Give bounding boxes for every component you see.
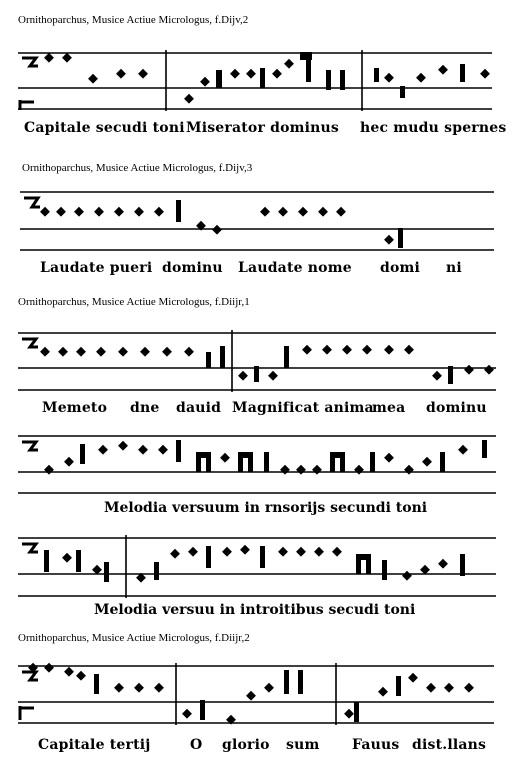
lyric-1-1: Capitale secudi toni — [24, 120, 185, 136]
lyric-3-1: Memeto — [42, 400, 108, 416]
lyric-3-3: dauid — [176, 400, 222, 416]
lyric-4-3: glorio — [222, 737, 270, 753]
melodia-heading-responsories: Melodia versuum in rnsorijs secundi toni — [104, 500, 428, 516]
lyric-3-6: dominu — [426, 400, 487, 416]
lyric-4-4: sum — [286, 737, 320, 753]
lyric-2-5: ni — [446, 260, 462, 276]
lyric-2-3: Laudate nome — [238, 260, 352, 276]
lyric-4-6: dist.llans — [412, 737, 487, 753]
example-2-caption: Ornithoparchus, Musice Actiue Micrologus, f.Dijv,3 — [22, 162, 253, 174]
lyric-2-1: Laudate pueri — [40, 260, 153, 276]
lyric-4-1: Capitale tertij — [38, 737, 151, 753]
lyric-2-2: dominu — [162, 260, 223, 276]
lyric-4-5: Fauus — [352, 737, 400, 753]
lyric-3-4: Magnificat anima — [232, 400, 374, 416]
lyric-1-3: hec mudu spernes — [360, 120, 507, 136]
lyric-3-2: dne — [130, 400, 160, 416]
melodia-heading-introits: Melodia versuu in introitibus secudi toni — [94, 602, 416, 618]
lyric-2-4: domi — [380, 260, 421, 276]
lyric-4-2: O — [190, 737, 203, 753]
lyric-1-2: Miserator dominus — [186, 120, 340, 136]
example-1-caption: Ornithoparchus, Musice Actiue Micrologus, f.Dijv,2 — [18, 14, 249, 26]
lyric-3-5: mea — [372, 400, 406, 416]
example-4-caption: Ornithoparchus, Musice Actiue Micrologus, f.Diijr,2 — [18, 632, 250, 644]
example-3-caption: Ornithoparchus, Musice Actiue Micrologus, f.Diijr,1 — [18, 296, 250, 308]
